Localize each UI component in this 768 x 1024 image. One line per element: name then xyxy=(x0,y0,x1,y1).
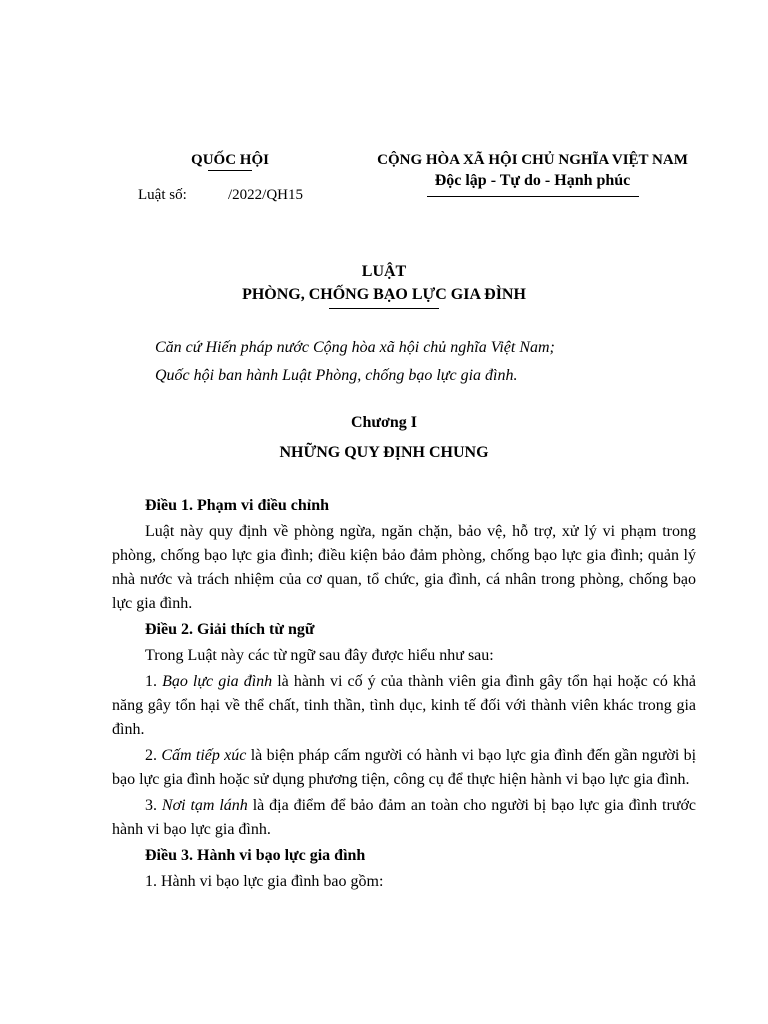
preamble xyxy=(155,334,715,390)
chapter-number: Chương I xyxy=(350,414,418,431)
defined-term: Nơi tạm lánh xyxy=(161,797,248,814)
title-underline xyxy=(329,308,439,309)
chapter-name: NHỮNG QUY ĐỊNH CHUNG xyxy=(279,444,489,461)
issuer-underline xyxy=(208,170,252,171)
article-1-paragraph: Luật này quy định về phòng ngừa, ngăn chặn, bảo vệ, hỗ trợ, xử lý vi phạm trong phòng, chống bạo lực gia đình; điều kiện bảo đảm phòng, chống bạo lực gia đình; quản lý nhà nước và trách nhiệm của cơ quan, tổ chức, gia đình, cá nhân trong phòng, chống bạo lực gia đình. xyxy=(112,523,696,612)
preamble-line: Quốc hội ban hành Luật Phòng, chống bạo lực gia đình. xyxy=(155,367,518,384)
preamble-line: Căn cứ Hiến pháp nước Cộng hòa xã hội chủ nghĩa Việt Nam; xyxy=(155,339,555,356)
definition-text: là hành vi cố ý của thành viên gia đình gây tổn hại hoặc có khả năng gây tổn hại về thể chất, tinh thần, tình dục, kinh tế đối với thành viên khác trong gia đình. xyxy=(112,673,697,738)
defined-term: Bạo lực gia đình xyxy=(162,673,273,690)
definition-number: 3. xyxy=(145,797,162,814)
law-number: Luật số: /2022/QH15 xyxy=(138,187,303,203)
definition-text: là biện pháp cấm người có hành vi bạo lực gia đình đến gần người bị bạo lực gia đình hoặc sử dụng phương tiện, công cụ để thực hiện hành vi bạo lực gia đình. xyxy=(112,747,697,788)
definition-text: là địa điểm để bảo đảm an toàn cho người bị bạo lực gia đình trước hành vi bạo lực gia đình. xyxy=(112,797,697,838)
title-line-1: LUẬT xyxy=(361,263,407,280)
national-header xyxy=(360,150,705,197)
issuing-organization: QUỐC HỘI xyxy=(191,152,269,168)
national-motto: Độc lập - Tự do - Hạnh phúc xyxy=(434,172,631,189)
motto-underline xyxy=(427,196,639,197)
country-name: CỘNG HÒA XÃ HỘI CHỦ NGHĨA VIỆT NAM xyxy=(377,152,688,168)
document-body xyxy=(112,492,696,896)
definition-1 xyxy=(112,670,696,742)
article-2-intro: Trong Luật này các từ ngữ sau đây được hiểu như sau: xyxy=(145,647,494,664)
chapter-heading xyxy=(0,410,768,468)
document-title xyxy=(0,260,768,309)
article-3-heading: Điều 3. Hành vi bạo lực gia đình xyxy=(145,847,366,864)
article-3-paragraph: 1. Hành vi bạo lực gia đình bao gồm: xyxy=(145,873,384,890)
definition-number: 1. xyxy=(145,673,163,690)
definition-3 xyxy=(112,794,696,842)
article-2-heading: Điều 2. Giải thích từ ngữ xyxy=(145,621,315,638)
definition-number: 2. xyxy=(145,747,162,764)
definition-2 xyxy=(112,744,696,792)
article-1-heading: Điều 1. Phạm vi điều chỉnh xyxy=(145,497,330,514)
title-line-2: PHÒNG, CHỐNG BẠO LỰC GIA ĐÌNH xyxy=(242,286,526,303)
defined-term: Cấm tiếp xúc xyxy=(161,747,247,764)
issuer-block xyxy=(110,150,350,171)
